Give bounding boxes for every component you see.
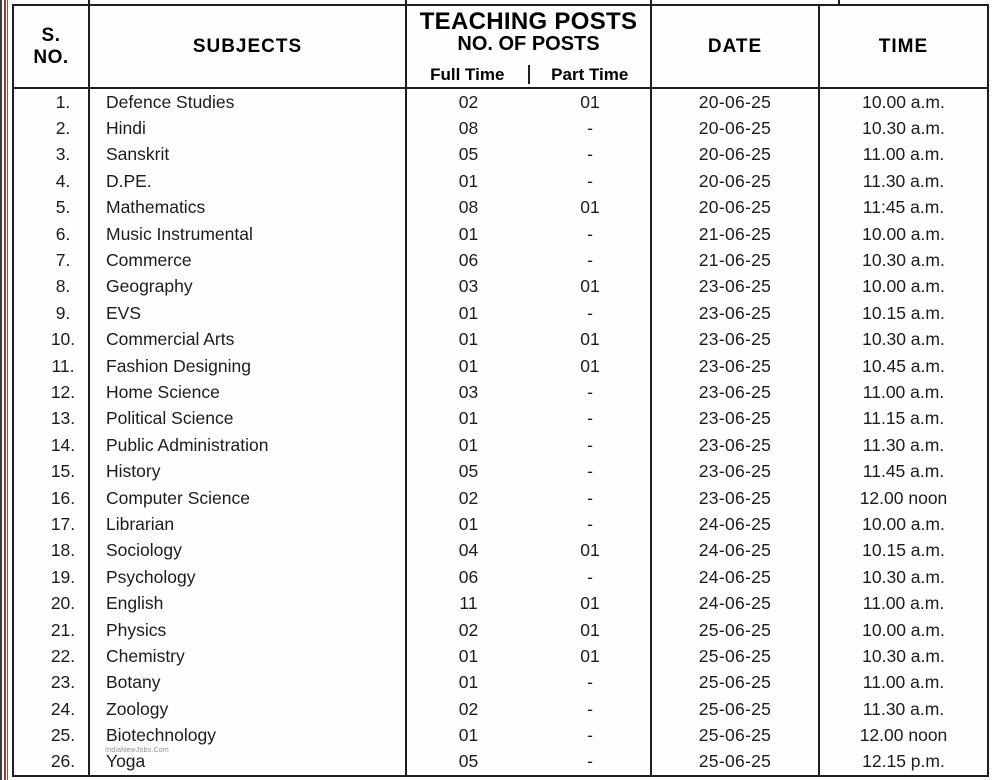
table-body: [14, 89, 987, 775]
full-time-cell: 01: [458, 355, 479, 376]
part-time-cell: -: [530, 749, 652, 775]
serial-number-cell: 23.: [14, 670, 90, 696]
date-cell: 24-06-25: [652, 590, 820, 616]
full-time-cell: 08: [458, 118, 479, 139]
serial-number-cell: 6.: [14, 221, 90, 247]
full-time-cell: 06: [458, 250, 479, 271]
full-time-cell: 01: [458, 302, 479, 323]
serial-number-cell: 5.: [14, 195, 90, 221]
time-cell: 10.30 a.m.: [862, 645, 945, 666]
header-date: [652, 6, 820, 87]
serial-number-cell: 4.: [14, 168, 90, 194]
left-margin-line-red: [4, 0, 6, 780]
subject-cell: Librarian: [90, 511, 407, 537]
schedule-table: [12, 4, 989, 777]
part-time-cell: -: [530, 221, 652, 247]
table-row: [14, 538, 987, 564]
date-cell: 20-06-25: [652, 115, 820, 141]
table-row: [14, 696, 987, 722]
header-date-label: DATE: [707, 35, 763, 57]
part-time-cell: -: [530, 247, 652, 273]
subject-cell: Physics: [90, 617, 407, 643]
full-time-cell: 01: [458, 408, 479, 429]
serial-number-cell: 18.: [14, 538, 90, 564]
full-time-cell: 02: [458, 619, 479, 640]
time-cell: 11.15 a.m.: [862, 408, 945, 429]
table-row: [14, 327, 987, 353]
header-teaching-posts: [407, 6, 652, 87]
time-cell: 11.30 a.m.: [862, 698, 945, 719]
table-row: [14, 406, 987, 432]
date-cell: 24-06-25: [652, 538, 820, 564]
table-row: [14, 458, 987, 484]
time-cell: 10.30 a.m.: [862, 329, 945, 350]
date-cell: 20-06-25: [652, 142, 820, 168]
serial-number-cell: 15.: [14, 458, 90, 484]
part-time-cell: -: [530, 458, 652, 484]
part-time-cell: -: [530, 432, 652, 458]
table-row: [14, 617, 987, 643]
part-time-cell: 01: [530, 89, 652, 115]
part-time-cell: 01: [530, 617, 652, 643]
serial-number-cell: 1.: [14, 89, 90, 115]
time-cell: 12.15 p.m.: [862, 751, 945, 772]
full-time-cell: 01: [458, 672, 479, 693]
subject-cell: Commerce: [90, 247, 407, 273]
serial-number-cell: 26.: [14, 749, 90, 775]
serial-number-cell: 17.: [14, 511, 90, 537]
part-time-cell: -: [530, 564, 652, 590]
table-row: [14, 432, 987, 458]
subject-cell: Home Science: [90, 379, 407, 405]
time-cell: 10.30 a.m.: [862, 566, 945, 587]
time-cell: 12.00 noon: [859, 487, 948, 508]
date-cell: 24-06-25: [652, 511, 820, 537]
part-time-cell: -: [530, 670, 652, 696]
full-time-cell: 01: [458, 513, 479, 534]
subject-cell: Fashion Designing: [90, 353, 407, 379]
part-time-cell: -: [530, 168, 652, 194]
time-cell: 10.00 a.m.: [862, 91, 945, 112]
date-cell: 23-06-25: [652, 353, 820, 379]
table-row: [14, 195, 987, 221]
subject-cell: English: [90, 590, 407, 616]
serial-number-cell: 19.: [14, 564, 90, 590]
table-row: [14, 115, 987, 141]
header-serial-line2: NO.: [33, 46, 69, 68]
table-row: [14, 89, 987, 115]
serial-number-cell: 14.: [14, 432, 90, 458]
full-time-cell: 02: [458, 487, 479, 508]
header-teaching-posts-title: TEACHING POSTS: [419, 8, 638, 35]
time-cell: 11.00 a.m.: [862, 593, 945, 614]
subject-cell: Sociology: [90, 538, 407, 564]
subject-cell: EVS: [90, 300, 407, 326]
subject-cell: History: [90, 458, 407, 484]
header-subjects: [90, 6, 407, 87]
serial-number-cell: 9.: [14, 300, 90, 326]
time-cell: 10.15 a.m.: [862, 302, 945, 323]
serial-number-cell: 2.: [14, 115, 90, 141]
time-cell: 11:45 a.m.: [862, 197, 945, 218]
time-cell: 11.30 a.m.: [862, 434, 945, 455]
date-cell: 23-06-25: [652, 432, 820, 458]
full-time-cell: 05: [458, 144, 479, 165]
part-time-cell: -: [530, 696, 652, 722]
date-cell: 24-06-25: [652, 564, 820, 590]
full-time-cell: 01: [458, 645, 479, 666]
time-cell: 10.00 a.m.: [862, 513, 945, 534]
full-time-cell: 03: [458, 381, 479, 402]
serial-number-cell: 8.: [14, 274, 90, 300]
date-cell: 23-06-25: [652, 300, 820, 326]
time-cell: 11.00 a.m.: [862, 672, 945, 693]
time-cell: 10.30 a.m.: [862, 118, 945, 139]
date-cell: 20-06-25: [652, 195, 820, 221]
full-time-cell: 03: [458, 276, 479, 297]
part-time-cell: -: [530, 485, 652, 511]
full-time-cell: 11: [459, 593, 478, 614]
part-time-cell: 01: [530, 538, 652, 564]
full-time-cell: 04: [458, 540, 479, 561]
part-time-cell: -: [530, 511, 652, 537]
table-row: [14, 564, 987, 590]
part-time-cell: -: [530, 406, 652, 432]
subject-cell: Sanskrit: [90, 142, 407, 168]
date-cell: 21-06-25: [652, 221, 820, 247]
header-time: [820, 6, 987, 87]
date-cell: 25-06-25: [652, 670, 820, 696]
header-serial-number: [14, 6, 90, 87]
left-margin-line-inner: [7, 0, 8, 780]
date-cell: 23-06-25: [652, 327, 820, 353]
full-time-cell: 05: [458, 461, 479, 482]
subject-cell: Chemistry: [90, 643, 407, 669]
time-cell: 10.00 a.m.: [862, 619, 945, 640]
table-row: [14, 722, 987, 748]
date-cell: 23-06-25: [652, 379, 820, 405]
part-time-cell: -: [530, 115, 652, 141]
date-cell: 20-06-25: [652, 89, 820, 115]
date-cell: 25-06-25: [652, 643, 820, 669]
table-row: [14, 643, 987, 669]
subject-cell: Commercial Arts: [90, 327, 407, 353]
full-time-cell: 01: [458, 329, 479, 350]
table-row: [14, 670, 987, 696]
time-cell: 10.45 a.m.: [862, 355, 945, 376]
table-row: [14, 300, 987, 326]
date-cell: 20-06-25: [652, 168, 820, 194]
table-row: [14, 168, 987, 194]
date-cell: 23-06-25: [652, 485, 820, 511]
header-full-time: Full Time: [430, 65, 505, 84]
subject-cell: Yoga: [90, 749, 407, 775]
date-cell: 25-06-25: [652, 696, 820, 722]
table-row: [14, 485, 987, 511]
table-header-row: [14, 6, 987, 89]
time-cell: 11.45 a.m.: [862, 461, 945, 482]
header-serial-line1: S.: [41, 24, 61, 46]
part-time-cell: -: [530, 379, 652, 405]
watermark-text: IndiaNewJobs.Com: [105, 747, 169, 754]
serial-number-cell: 22.: [14, 643, 90, 669]
date-cell: 25-06-25: [652, 749, 820, 775]
full-time-cell: 01: [458, 434, 479, 455]
time-cell: 12.00 noon: [859, 725, 948, 746]
serial-number-cell: 25.: [14, 722, 90, 748]
time-cell: 10.00 a.m.: [862, 276, 945, 297]
subject-cell: Mathematics: [90, 195, 407, 221]
date-cell: 25-06-25: [652, 722, 820, 748]
header-posts-split: [407, 55, 650, 87]
table-row: [14, 221, 987, 247]
table-row: [14, 511, 987, 537]
subject-cell: Public Administration: [90, 432, 407, 458]
part-time-cell: -: [530, 722, 652, 748]
subject-cell: Psychology: [90, 564, 407, 590]
part-time-cell: -: [530, 142, 652, 168]
date-cell: 23-06-25: [652, 458, 820, 484]
time-cell: 11.00 a.m.: [862, 381, 945, 402]
header-subjects-label: SUBJECTS: [192, 35, 303, 57]
full-time-cell: 01: [458, 725, 479, 746]
serial-number-cell: 11.: [14, 353, 90, 379]
serial-number-cell: 16.: [14, 485, 90, 511]
date-cell: 23-06-25: [652, 274, 820, 300]
date-cell: 23-06-25: [652, 406, 820, 432]
serial-number-cell: 20.: [14, 590, 90, 616]
left-margin-line-outer: [0, 0, 2, 780]
time-cell: 10.30 a.m.: [862, 250, 945, 271]
serial-number-cell: 21.: [14, 617, 90, 643]
subject-cell: Zoology: [90, 696, 407, 722]
full-time-cell: 01: [458, 223, 479, 244]
table-row: [14, 379, 987, 405]
subject-cell: Botany: [90, 670, 407, 696]
serial-number-cell: 7.: [14, 247, 90, 273]
subject-cell: Music Instrumental: [90, 221, 407, 247]
serial-number-cell: 13.: [14, 406, 90, 432]
subject-cell: Geography: [90, 274, 407, 300]
full-time-cell: 05: [458, 751, 479, 772]
full-time-cell: 08: [458, 197, 479, 218]
table-row: [14, 142, 987, 168]
part-time-cell: 01: [530, 590, 652, 616]
time-cell: 10.00 a.m.: [862, 223, 945, 244]
header-part-time: Part Time: [551, 65, 629, 84]
part-time-cell: 01: [530, 353, 652, 379]
subject-cell: Political Science: [90, 406, 407, 432]
part-time-cell: 01: [530, 327, 652, 353]
serial-number-cell: 3.: [14, 142, 90, 168]
part-time-cell: 01: [530, 643, 652, 669]
full-time-cell: 06: [458, 566, 479, 587]
subject-cell: D.PE.: [90, 168, 407, 194]
table-row: [14, 247, 987, 273]
subject-cell: Computer Science: [90, 485, 407, 511]
table-row: [14, 274, 987, 300]
header-time-label: TIME: [878, 35, 929, 57]
subject-cell: Hindi: [90, 115, 407, 141]
time-cell: 11.00 a.m.: [862, 144, 945, 165]
header-no-of-posts: NO. OF POSTS: [457, 33, 600, 56]
part-time-cell: -: [530, 300, 652, 326]
part-time-cell: 01: [530, 274, 652, 300]
table-row: [14, 353, 987, 379]
date-cell: 21-06-25: [652, 247, 820, 273]
full-time-cell: 02: [458, 91, 479, 112]
date-cell: 25-06-25: [652, 617, 820, 643]
time-cell: 10.15 a.m.: [862, 540, 945, 561]
table-row: [14, 590, 987, 616]
serial-number-cell: 24.: [14, 696, 90, 722]
full-time-cell: 01: [458, 170, 479, 191]
part-time-cell: 01: [530, 195, 652, 221]
subject-cell: Defence Studies: [90, 89, 407, 115]
serial-number-cell: 12.: [14, 379, 90, 405]
full-time-cell: 02: [458, 698, 479, 719]
serial-number-cell: 10.: [14, 327, 90, 353]
time-cell: 11.30 a.m.: [862, 170, 945, 191]
subject-cell: Biotechnology: [90, 722, 407, 748]
